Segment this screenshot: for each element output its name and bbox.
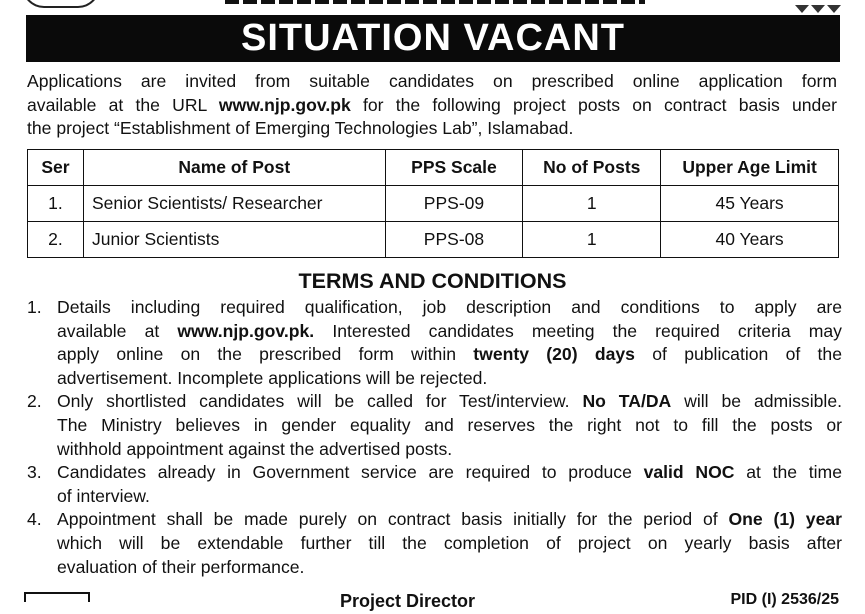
footer-logo-icon bbox=[24, 592, 90, 602]
corner-logo-icon bbox=[795, 0, 859, 8]
cell-post-name: Junior Scientists bbox=[83, 222, 385, 258]
term-line: The Ministry believes in gender equality and reserves the right not to fill the posts or bbox=[57, 414, 842, 435]
header-ser: Ser bbox=[28, 150, 84, 186]
cell-pps-scale: PPS-09 bbox=[385, 186, 523, 222]
term-text: of publication of the bbox=[634, 344, 842, 365]
header-name-of-post: Name of Post bbox=[83, 150, 385, 186]
term-line bbox=[57, 390, 842, 414]
intro-url-link[interactable]: www.njp.gov.pk bbox=[218, 94, 351, 115]
term-line bbox=[57, 508, 842, 532]
term-line: of interview. bbox=[57, 485, 150, 506]
cropped-ministry-title bbox=[225, 0, 645, 4]
term-text: Interested candidates meeting the required criteria may bbox=[314, 320, 842, 341]
header-upper-age-limit: Upper Age Limit bbox=[661, 150, 839, 186]
cell-post-name: Senior Scientists/ Researcher bbox=[83, 186, 385, 222]
terms-item-4 bbox=[27, 508, 842, 579]
term-text: available at bbox=[57, 320, 178, 341]
cell-pps-scale: PPS-08 bbox=[385, 222, 523, 258]
term-line: withhold appointment against the advertised posts. bbox=[57, 438, 453, 459]
terms-list bbox=[27, 296, 842, 579]
table-row bbox=[28, 222, 839, 258]
term-line: Details including required qualification, job description and conditions to apply are bbox=[57, 297, 842, 317]
term-line: which will be extendable further till the completion of project on yearly basis after bbox=[57, 532, 842, 553]
term-text: Appointment shall be made purely on contract basis initially for the period of bbox=[57, 509, 729, 530]
term-line bbox=[57, 343, 842, 367]
term-text: at the time bbox=[734, 462, 842, 483]
intro-line-3: the project “Establishment of Emerging Technologies Lab”, Islamabad. bbox=[27, 118, 574, 138]
cell-ser: 1. bbox=[28, 186, 84, 222]
term-line bbox=[57, 320, 842, 344]
header-no-of-posts: No of Posts bbox=[523, 150, 661, 186]
intro-paragraph bbox=[27, 70, 837, 141]
term-line: evaluation of their performance. bbox=[57, 556, 305, 577]
banner-title: SITUATION VACANT bbox=[240, 17, 625, 59]
table-header-row bbox=[28, 150, 839, 186]
term-bold-text: No TA/DA bbox=[582, 391, 672, 412]
footer-pid-code: PID (I) 2536/25 bbox=[730, 591, 839, 608]
government-emblem-icon bbox=[22, 0, 100, 8]
term-text: will be admissible. bbox=[671, 391, 842, 412]
terms-item-2 bbox=[27, 390, 842, 461]
situation-vacant-banner bbox=[26, 15, 840, 62]
item-number: 2. bbox=[27, 391, 42, 412]
cell-ser: 2. bbox=[28, 222, 84, 258]
table-row bbox=[28, 186, 839, 222]
top-cropped-header bbox=[0, 0, 865, 8]
item-number: 4. bbox=[27, 509, 42, 530]
posts-table bbox=[27, 149, 839, 258]
cell-no-of-posts: 1 bbox=[523, 186, 661, 222]
intro-text: for the following project posts on contract basis under bbox=[350, 94, 837, 115]
term-bold-text: twenty (20) days bbox=[473, 344, 635, 365]
cell-age-limit: 45 Years bbox=[661, 186, 839, 222]
header-pps-scale: PPS Scale bbox=[385, 150, 523, 186]
term-bold-text: One (1) year bbox=[728, 509, 842, 530]
cell-age-limit: 40 Years bbox=[661, 222, 839, 258]
intro-text: available at the URL bbox=[27, 94, 219, 115]
term-text: Only shortlisted candidates will be called for Test/interview. bbox=[57, 391, 583, 412]
terms-url-link[interactable]: www.njp.gov.pk. bbox=[177, 320, 315, 341]
item-number: 3. bbox=[27, 462, 42, 483]
cell-no-of-posts: 1 bbox=[523, 222, 661, 258]
term-text: apply online on the prescribed form within bbox=[57, 344, 474, 365]
term-line: advertisement. Incomplete applications will be rejected. bbox=[57, 367, 488, 388]
item-number: 1. bbox=[27, 297, 42, 317]
term-bold-text: valid NOC bbox=[643, 462, 735, 483]
footer-signatory: Project Director bbox=[340, 591, 476, 611]
term-text: Candidates already in Government service are required to produce bbox=[57, 462, 644, 483]
intro-line-1: Applications are invited from suitable candidates on prescribed online application form bbox=[27, 71, 837, 91]
terms-item-3 bbox=[27, 461, 842, 508]
terms-item-1 bbox=[27, 296, 842, 390]
terms-heading: TERMS AND CONDITIONS bbox=[298, 269, 567, 293]
intro-line-2 bbox=[27, 94, 837, 118]
term-line bbox=[57, 461, 842, 485]
